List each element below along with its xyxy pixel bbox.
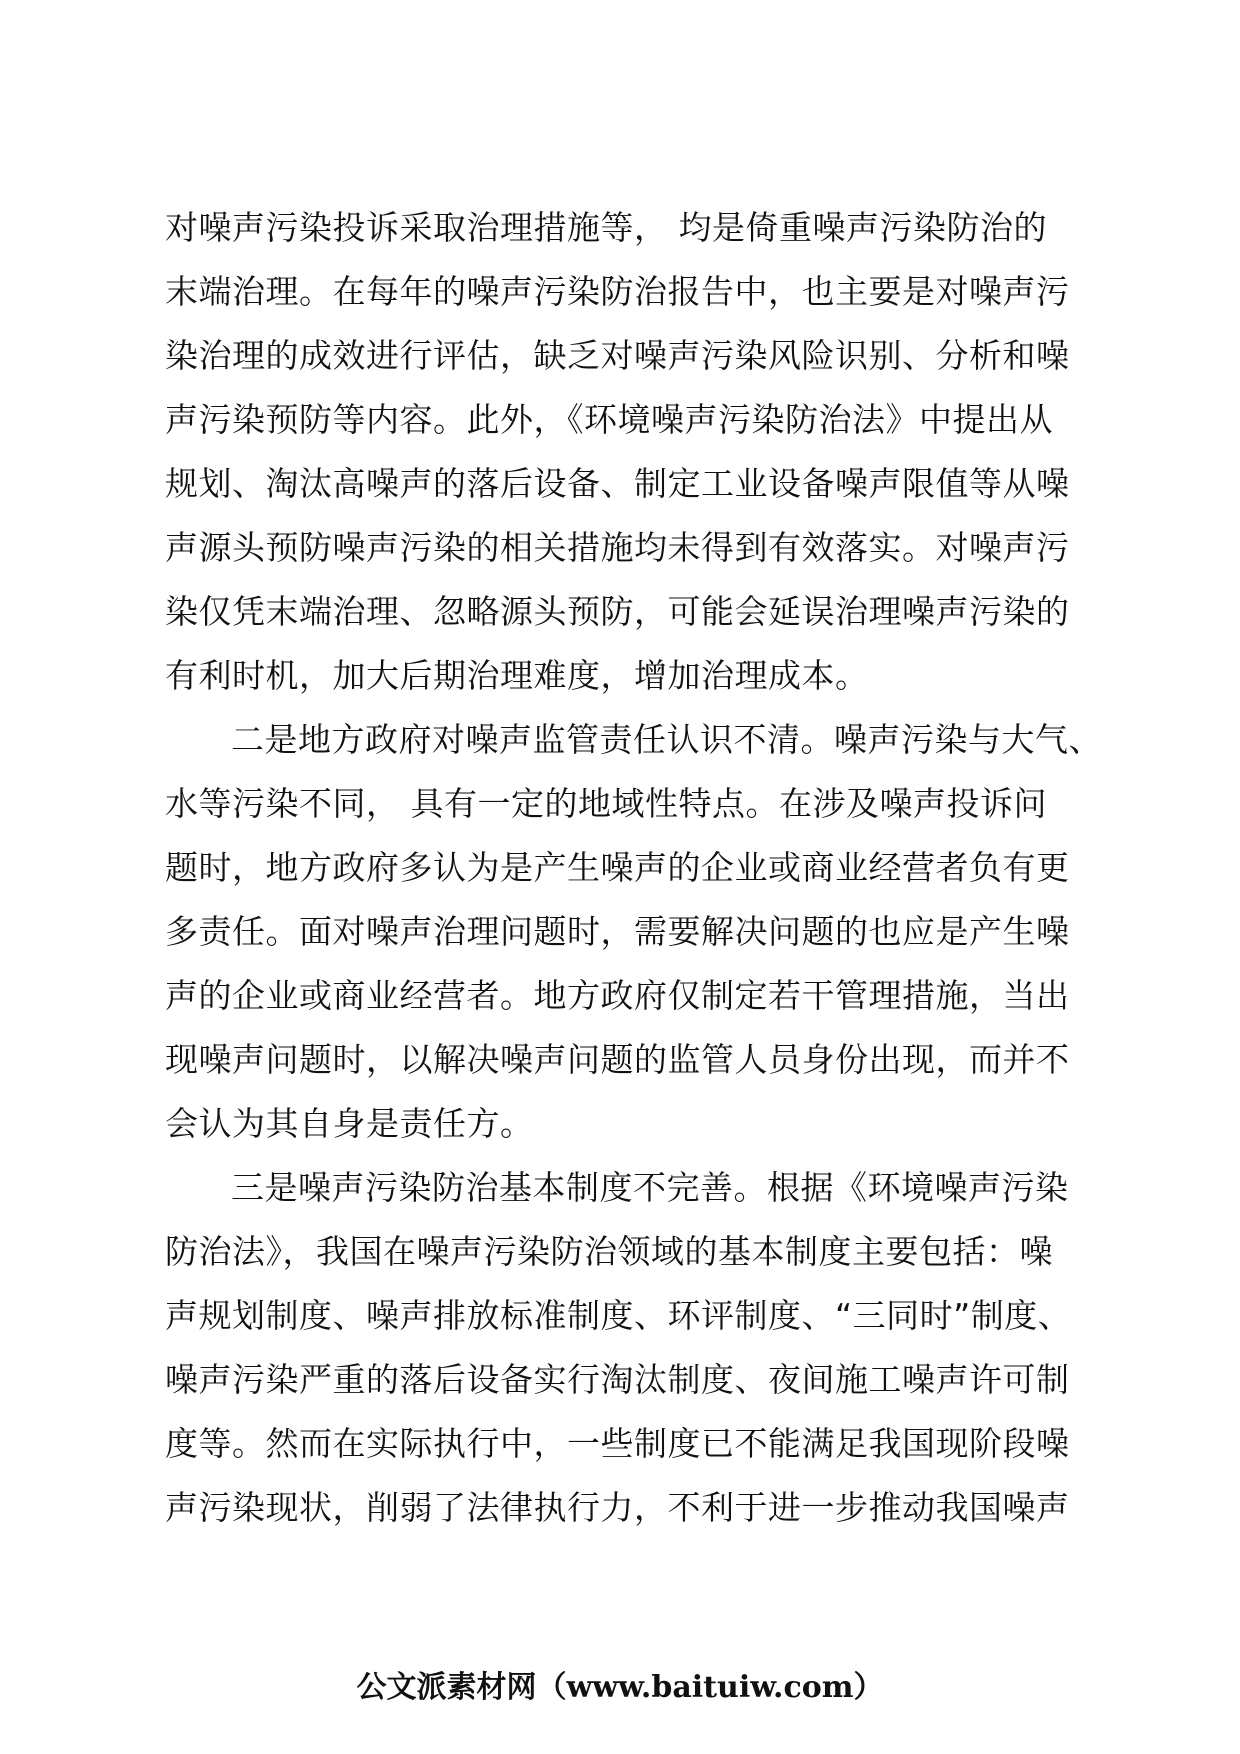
text-line: 声污染预防等内容。此外，《环境噪声污染防治法》中提出从 <box>165 400 1053 439</box>
text-line: 规划、淘汰高噪声的落后设备、制定工业设备噪声限值等从噪 <box>165 464 1070 503</box>
text-line: 声污染现状，削弱了法律执行力，不利于进一步推动我国噪声 <box>165 1488 1070 1527</box>
text-line: 对噪声污染投诉采取治理措施等， 均是倚重噪声污染防治的 <box>165 208 1047 247</box>
text-line: 现噪声问题时，以解决噪声问题的监管人员身份出现，而并不 <box>165 1040 1070 1079</box>
text-line: 声的企业或商业经营者。地方政府仅制定若干管理措施，当出 <box>165 976 1070 1015</box>
text-line: 染治理的成效进行评估，缺乏对噪声污染风险识别、分析和噪 <box>165 336 1070 375</box>
text-line: 染仅凭末端治理、忽略源头预防，可能会延误治理噪声污染的 <box>165 592 1070 631</box>
text-line: 有利时机，加大后期治理难度，增加治理成本。 <box>165 656 869 695</box>
text-line: 声规划制度、噪声排放标准制度、环评制度、“三同时”制度、 <box>165 1296 1072 1335</box>
text-line: 会认为其自身是责任方。 <box>165 1104 534 1143</box>
text-line: 防治法》，我国在噪声污染防治领域的基本制度主要包括：噪 <box>165 1232 1053 1271</box>
document-body <box>165 196 1102 1540</box>
text-line: 多责任。面对噪声治理问题时，需要解决问题的也应是产生噪 <box>165 912 1070 951</box>
text-line: 水等污染不同， 具有一定的地域性特点。在涉及噪声投诉问 <box>165 784 1047 823</box>
text-line: 末端治理。在每年的噪声污染防治报告中，也主要是对噪声污 <box>165 272 1070 311</box>
text-line: 题时，地方政府多认为是产生噪声的企业或商业经营者负有更 <box>165 848 1070 887</box>
text-line: 噪声污染严重的落后设备实行淘汰制度、夜间施工噪声许可制 <box>165 1360 1070 1399</box>
page-footer: 公文派素材网（www.baituiw.com） <box>356 1670 884 1705</box>
text-line: 声源头预防噪声污染的相关措施均未得到有效落实。对噪声污 <box>165 528 1070 567</box>
text-line: 度等。然而在实际执行中，一些制度已不能满足我国现阶段噪 <box>165 1424 1070 1463</box>
paragraph-start-line: 二是地方政府对噪声监管责任认识不清。噪声污染与大气、 <box>231 720 1102 759</box>
paragraph-start-line: 三是噪声污染防治基本制度不完善。根据《环境噪声污染 <box>231 1168 1069 1207</box>
